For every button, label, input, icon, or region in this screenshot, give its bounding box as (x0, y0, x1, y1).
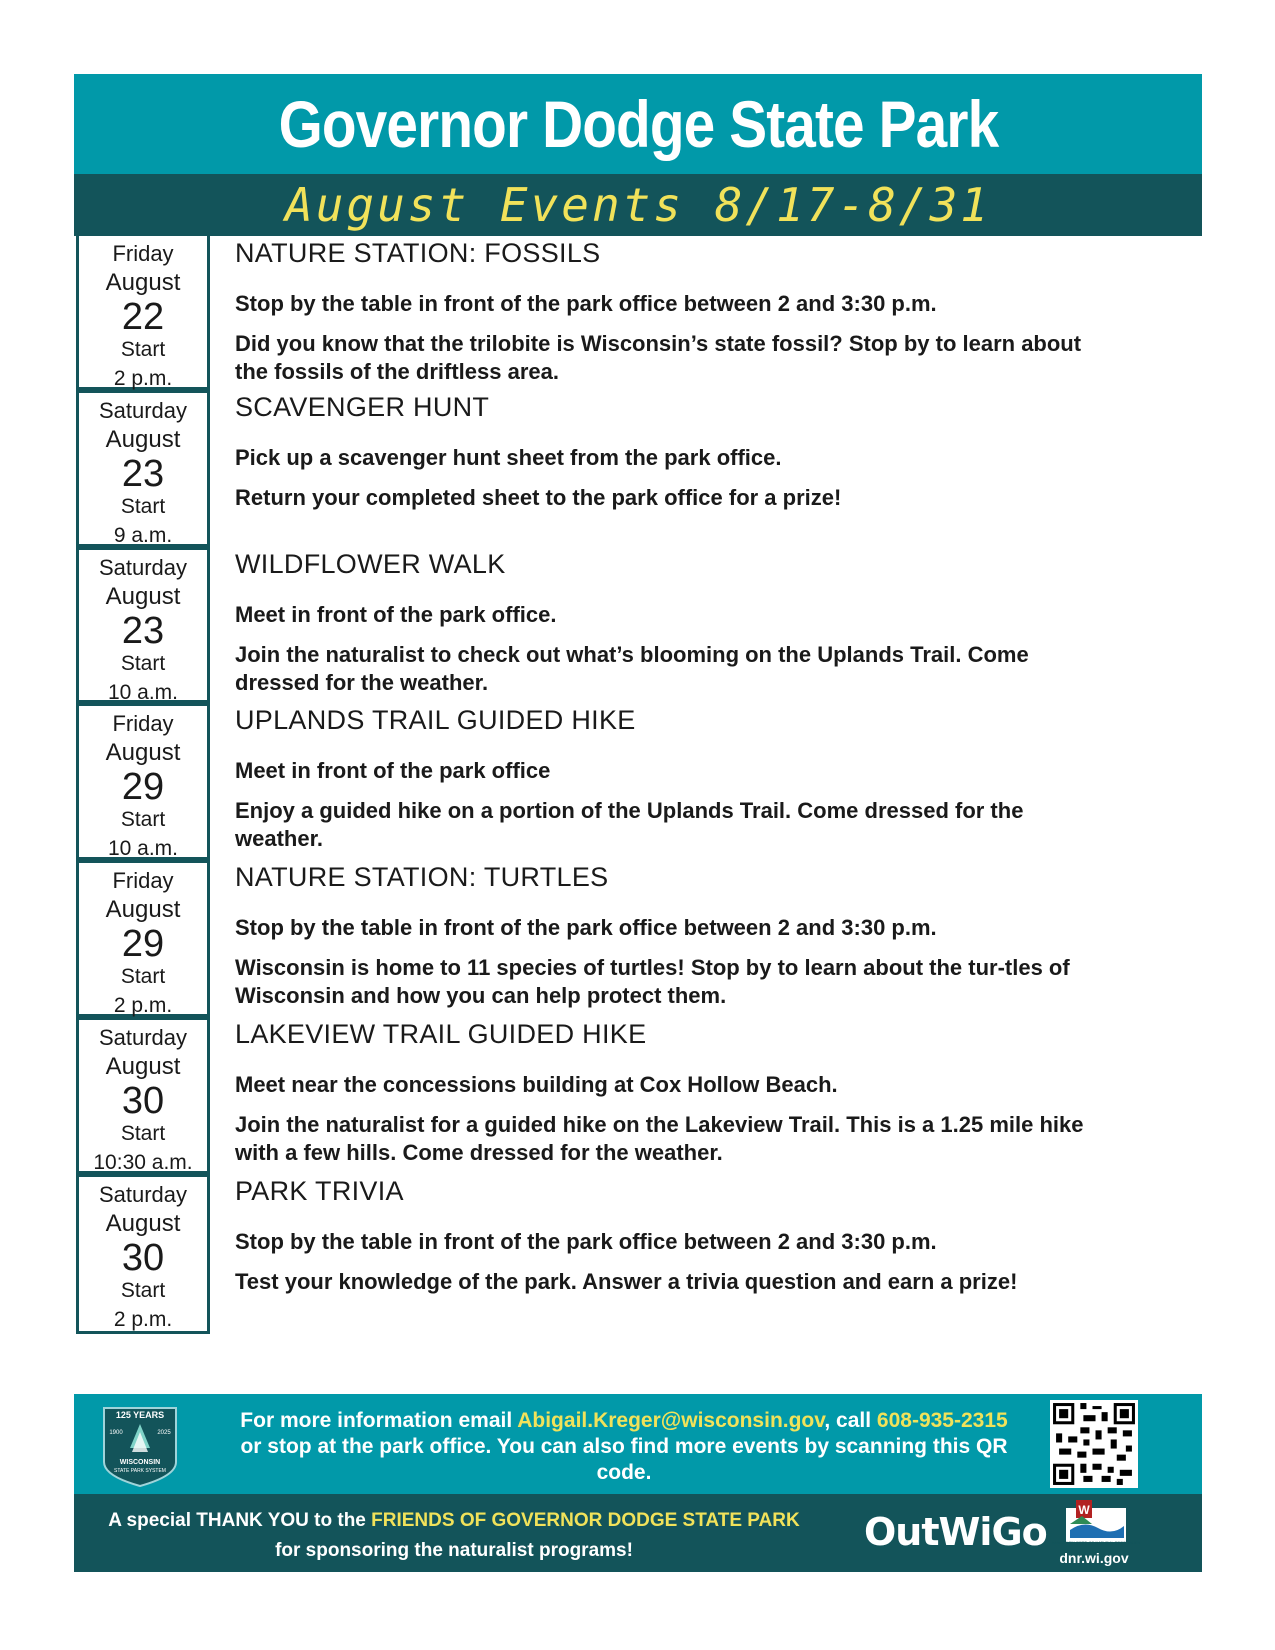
thanks-suffix: for sponsoring the naturalist programs! (275, 1540, 633, 1561)
event-time: 10 a.m. (107, 837, 179, 860)
page-subtitle: August Events 8/17-8/31 (74, 174, 1202, 236)
info-prefix: For more information email (240, 1409, 518, 1432)
event-month: August (105, 1053, 181, 1080)
event-time: 2 p.m. (113, 1308, 173, 1331)
event-date-box (76, 547, 210, 703)
thanks-prefix: A special THANK YOU to the (108, 1510, 372, 1531)
event-month: August (105, 896, 181, 923)
event-location: Pick up a scavenger hunt sheet from the park office. (235, 445, 782, 470)
sponsor-footer (74, 1494, 1202, 1572)
event-start-label: Start (120, 1279, 166, 1302)
sponsor-thanks (84, 1506, 824, 1566)
event-item (74, 703, 1202, 860)
info-footer (74, 1394, 1202, 1494)
event-start-label: Start (120, 808, 166, 831)
event-item (74, 1017, 1202, 1174)
event-description: Did you know that the trilobite is Wisconsin’s state fossil? Stop by to learn about the fossils of the driftless area. (235, 331, 1082, 384)
badge-name: WISCONSIN (119, 1459, 161, 1466)
badge-end-year: 2025 (157, 1430, 171, 1436)
event-date-box (76, 703, 210, 860)
friends-group: FRIENDS OF GOVERNOR DODGE STATE PARK (371, 1510, 800, 1531)
event-title: WILDFLOWER WALK (235, 549, 506, 579)
dnr-logo-icon (1051, 1500, 1141, 1546)
event-body (235, 703, 1115, 853)
event-time: 2 p.m. (113, 994, 173, 1017)
event-title: NATURE STATION: TURTLES (235, 862, 609, 892)
event-time: 9 a.m. (113, 524, 173, 547)
event-title: NATURE STATION: FOSSILS (235, 238, 601, 268)
event-date: 30 (121, 1237, 165, 1279)
event-day: Friday (112, 868, 174, 893)
event-day: Friday (112, 711, 174, 736)
event-start-label: Start (120, 652, 166, 675)
event-date: 29 (121, 923, 165, 965)
event-date-box (76, 1017, 210, 1174)
info-suffix: or stop at the park office. You can also find more events by scanning this QR code. (240, 1435, 1008, 1484)
event-date-box (76, 390, 210, 547)
event-location: Meet in front of the park office. (235, 602, 557, 627)
event-location: Stop by the table in front of the park office between 2 and 3:30 p.m. (235, 915, 937, 940)
event-start-label: Start (120, 338, 166, 361)
event-description: Return your completed sheet to the park office for a prize! (235, 485, 842, 510)
event-month: August (105, 739, 181, 766)
event-description: Join the naturalist for a guided hike on the Lakeview Trail. This is a 1.25 mile hike with a few hills. Come dressed for the weather. (235, 1112, 1084, 1165)
event-item (74, 1174, 1202, 1334)
svg-text:W: W (1078, 1503, 1090, 1517)
event-month: August (105, 269, 181, 296)
badge-sub: STATE PARK SYSTEM (114, 1468, 166, 1474)
event-title: LAKEVIEW TRAIL GUIDED HIKE (235, 1019, 647, 1049)
dnr-website-link[interactable]: dnr.wi.gov (1059, 1550, 1129, 1566)
event-day: Saturday (98, 1182, 188, 1207)
event-location: Stop by the table in front of the park office between 2 and 3:30 p.m. (235, 291, 937, 316)
badge-start-year: 1900 (109, 1430, 123, 1436)
event-body (235, 1174, 1115, 1296)
badge-years: 125 YEARS (115, 1410, 165, 1420)
event-item (74, 860, 1202, 1017)
event-day: Saturday (98, 555, 188, 580)
page-title: Governor Dodge State Park (74, 74, 1202, 174)
event-month: August (105, 1210, 181, 1237)
event-description: Join the naturalist to check out what’s blooming on the Uplands Trail. Come dressed for the weather. (235, 642, 1029, 695)
dnr-logo-text: WISCONSIN DEPT. OF NATURAL RESOURCES (1051, 1540, 1141, 1545)
event-start-label: Start (120, 1122, 166, 1145)
event-list (74, 236, 1202, 1334)
event-date: 23 (121, 453, 165, 495)
event-location: Meet near the concessions building at Cox Hollow Beach. (235, 1072, 838, 1097)
event-day: Friday (112, 241, 174, 266)
event-time: 10:30 a.m. (93, 1151, 193, 1174)
event-title: PARK TRIVIA (235, 1176, 404, 1206)
info-mid: , call (824, 1409, 877, 1432)
contact-email-link[interactable]: Abigail.Kreger@wisconsin.gov (517, 1409, 825, 1432)
contact-info (224, 1408, 1024, 1486)
event-date: 22 (121, 296, 165, 338)
event-start-label: Start (120, 495, 166, 518)
event-body (235, 547, 1115, 697)
event-body (235, 1017, 1115, 1167)
event-description: Wisconsin is home to 11 species of turtles! Stop by to learn about the tur-tles of Wisconsin and how you can help protect them. (235, 955, 1070, 1008)
outwigo-logo: OutWiGo (864, 1510, 1047, 1554)
flyer (74, 74, 1202, 1566)
event-date-box (76, 860, 210, 1017)
event-body (235, 860, 1115, 1010)
event-body (235, 236, 1115, 386)
event-item (74, 547, 1202, 703)
event-time: 2 p.m. (113, 367, 173, 390)
event-month: August (105, 426, 181, 453)
event-body (235, 390, 1115, 512)
event-description: Test your knowledge of the park. Answer a trivia question and earn a prize! (235, 1269, 1018, 1294)
event-location: Meet in front of the park office (235, 758, 551, 783)
contact-phone[interactable]: 608-935-2315 (876, 1409, 1008, 1432)
event-date: 29 (121, 766, 165, 808)
event-title: SCAVENGER HUNT (235, 392, 490, 422)
event-date-box (76, 236, 210, 390)
event-day: Saturday (98, 1025, 188, 1050)
event-time: 10 a.m. (107, 681, 179, 704)
event-date: 30 (121, 1080, 165, 1122)
event-month: August (105, 583, 181, 610)
event-date-box (76, 1174, 210, 1334)
event-item (74, 236, 1202, 390)
qr-code-icon[interactable] (1050, 1400, 1138, 1488)
125-years-badge-icon (100, 1404, 180, 1488)
event-description: Enjoy a guided hike on a portion of the Uplands Trail. Come dressed for the weather. (235, 798, 1024, 851)
event-start-label: Start (120, 965, 166, 988)
event-day: Saturday (98, 398, 188, 423)
event-item (74, 390, 1202, 547)
event-date: 23 (121, 610, 165, 652)
event-location: Stop by the table in front of the park office between 2 and 3:30 p.m. (235, 1229, 937, 1254)
event-title: UPLANDS TRAIL GUIDED HIKE (235, 705, 636, 735)
